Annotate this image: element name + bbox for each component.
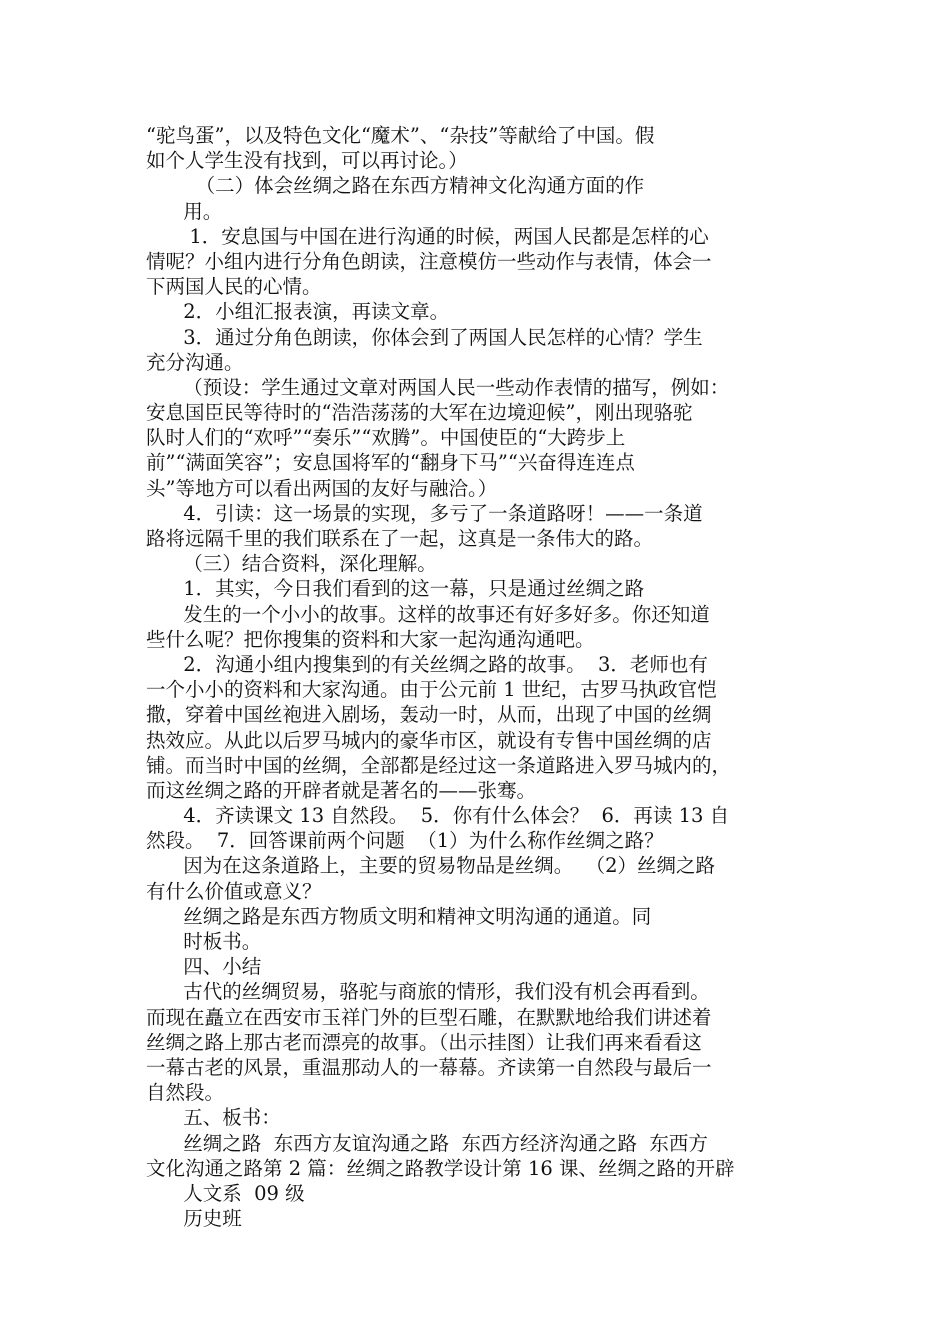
- text-line: 1．安息国与中国在进行沟通的时候，两国人民都是怎样的心: [146, 224, 709, 248]
- text-line: 历史班: [146, 1207, 242, 1231]
- text-line: 时板书。: [146, 930, 262, 953]
- text-line: 2．沟通小组内搜集到的有关丝绸之路的故事。 3．老师也有: [146, 652, 708, 676]
- text-line: 然段。 7．回答课前两个问题 （1）为什么称作丝绸之路？: [146, 829, 664, 853]
- text-line: 些什么呢？把你搜集的资料和大家一起沟通沟通吧。: [146, 627, 595, 651]
- text-line: 而现在矗立在西安市玉祥门外的巨型石雕，在默默地给我们讲述着: [146, 1005, 712, 1029]
- text-line: 五、板书：: [146, 1106, 281, 1130]
- text-line: 因为在这条道路上，主要的贸易物品是丝绸。 （2）丝绸之路: [146, 854, 715, 878]
- text-line: 下两国人民的心情。: [146, 275, 322, 299]
- text-line: 四、小结: [146, 955, 262, 979]
- document-body: [146, 123, 810, 1231]
- text-line: 2．小组汇报表演，再读文章。: [146, 300, 450, 324]
- text-line: 而这丝绸之路的开辟者就是著名的——张骞。: [146, 778, 537, 802]
- text-line: 自然段。: [146, 1081, 225, 1105]
- text-line: 队时人们的“欢呼”“奏乐”“欢腾”。中国使臣的“大跨步上: [146, 426, 626, 450]
- text-line: 3．通过分角色朗读，你体会到了两国人民怎样的心情？学生: [146, 325, 703, 349]
- text-line: 4．齐读课文 13 自然段。 5．你有什么体会？ 6．再读 13 自: [146, 804, 730, 828]
- text-line: 丝绸之路上那古老而漂亮的故事。（出示挂图）让我们再来看看这: [146, 1030, 702, 1054]
- text-line: 头”等地方可以看出两国的友好与融洽。）: [146, 476, 498, 500]
- text-line: “驼鸟蛋”，以及特色文化“魔术”、“杂技”等献给了中国。假: [146, 124, 655, 147]
- text-line: 4．引读：这一场景的实现，多亏了一条道路呀！——一条道: [146, 501, 703, 525]
- text-line: 人文系 09 级: [146, 1181, 305, 1205]
- text-line: 安息国臣民等待时的“浩浩荡荡的大军在边境迎候”，刚出现骆驼: [146, 401, 693, 425]
- text-line: 充分沟通。: [146, 350, 244, 374]
- text-line: 丝绸之路 东西方友谊沟通之路 东西方经济沟通之路 东西方: [146, 1131, 708, 1155]
- text-line: （三）结合资料，深化理解。: [146, 552, 437, 576]
- text-line: 路将远隔千里的我们联系在了一起，这真是一条伟大的路。: [146, 527, 654, 550]
- text-line: （预设：学生通过文章对两国人民一些动作表情的描写，例如：: [146, 375, 730, 399]
- text-line: 热效应。从此以后罗马城内的豪华市区，就设有专售中国丝绸的店: [146, 728, 712, 752]
- text-line: （二）体会丝绸之路在东西方精神文化沟通方面的作: [146, 174, 645, 198]
- text-line: 情呢？小组内进行分角色朗读，注意模仿一些动作与表情，体会一: [146, 249, 712, 273]
- text-line: 古代的丝绸贸易，骆驼与商旅的情形，我们没有机会再看到。: [146, 980, 710, 1004]
- text-line: 1．其实，今日我们看到的这一幕，只是通过丝绸之路: [146, 577, 645, 601]
- text-line: 文化沟通之路第 2 篇：丝绸之路教学设计第 16 课、丝绸之路的开辟: [146, 1156, 735, 1180]
- text-line: 一个小小的资料和大家沟通。由于公元前 1 世纪，古罗马执政官恺: [146, 678, 717, 702]
- text-line: 用。: [146, 199, 223, 223]
- text-line: 一幕古老的风景，重温那动人的一幕幕。齐读第一自然段与最后一: [146, 1055, 712, 1079]
- text-line: 丝绸之路是东西方物质文明和精神文明沟通的通道。同: [146, 904, 652, 928]
- text-line: 如个人学生没有找到，可以再讨论。）: [146, 149, 468, 173]
- text-line: 前”“满面笑容”；安息国将军的“翻身下马”“兴奋得连连点: [146, 451, 635, 475]
- text-line: 发生的一个小小的故事。这样的故事还有好多好多。你还知道: [146, 602, 710, 626]
- text-line: 有什么价值或意义？: [146, 879, 322, 903]
- text-line: 铺。而当时中国的丝绸，全部都是经过这一条道路进入罗马城内的，: [146, 753, 732, 777]
- text-line: 撒，穿着中国丝袍进入剧场，轰动一时，从而，出现了中国的丝绸: [146, 703, 712, 727]
